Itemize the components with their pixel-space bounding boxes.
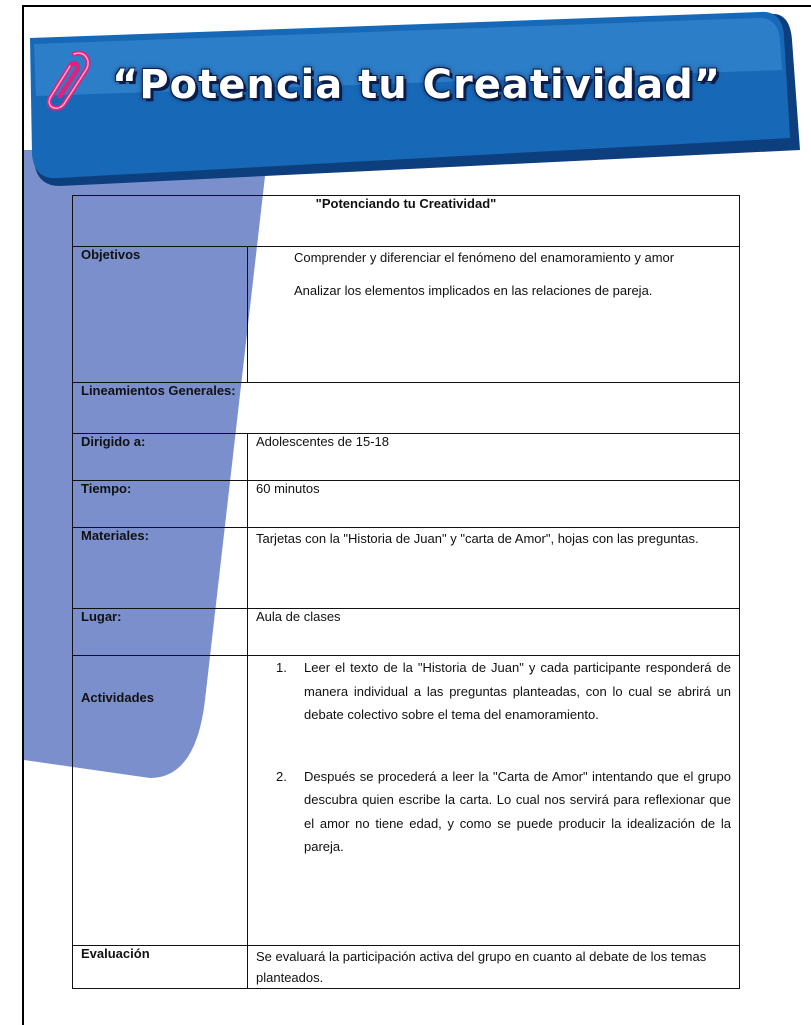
lugar-label: Lugar: — [73, 609, 248, 656]
table-row-dirigido — [73, 434, 740, 481]
materiales-value: Tarjetas con la "Historia de Juan" y "carta de Amor", hojas con las preguntas. — [248, 528, 740, 609]
actividad-number: 2. — [276, 768, 287, 784]
activity-table — [72, 195, 740, 989]
table-row-materiales — [73, 528, 740, 609]
actividad-item — [276, 656, 731, 727]
materiales-label: Materiales: — [73, 528, 248, 609]
actividad-text: Leer el texto de la "Historia de Juan" y cada participante responderá de manera individual a las preguntas planteadas, con lo cual se abrirá un debate colectivo sobre el tema del enamoramiento. — [304, 660, 731, 722]
tiempo-value: 60 minutos — [248, 481, 740, 528]
table-row-lugar — [73, 609, 740, 656]
table-title-row — [73, 196, 740, 247]
actividades-label: Actividades — [73, 656, 248, 946]
evaluacion-value: Se evaluará la participación activa del grupo en cuanto al debate de los temas planteados. — [248, 946, 740, 989]
actividad-number: 1. — [276, 660, 287, 675]
table-row-tiempo — [73, 481, 740, 528]
table-row-actividades — [73, 656, 740, 946]
objetivo-item: Analizar los elementos implicados en las relaciones de pareja. — [294, 283, 653, 298]
dirigido-label: Dirigido a: — [73, 434, 248, 481]
table-row-objetivos — [73, 247, 740, 383]
objetivos-value — [248, 247, 740, 383]
objetivo-item: Comprender y diferenciar el fenómeno del enamoramiento y amor — [294, 250, 675, 265]
dirigido-value: Adolescentes de 15-18 — [248, 434, 740, 481]
actividad-item — [276, 765, 731, 859]
objetivos-label: Objetivos — [73, 247, 248, 383]
evaluacion-label: Evaluación — [73, 946, 248, 989]
actividad-text: Después se procederá a leer la "Carta de Amor" intentando que el grupo descubra quien escribe la carta. Lo cual nos servirá para reflexionar que el amor no tiene edad, y como se puede producir la idealización de la pareja. — [304, 768, 731, 854]
lineamientos-label: Lineamientos Generales: — [73, 383, 740, 434]
paperclip-icon — [44, 48, 92, 112]
banner-title: “Potencia tu Creatividad” — [112, 62, 722, 108]
actividades-value — [248, 656, 740, 946]
table-row-lineamientos — [73, 383, 740, 434]
table-title: "Potenciando tu Creatividad" — [73, 196, 740, 247]
table-row-evaluacion — [73, 946, 740, 989]
lugar-value: Aula de clases — [248, 609, 740, 656]
tiempo-label: Tiempo: — [73, 481, 248, 528]
